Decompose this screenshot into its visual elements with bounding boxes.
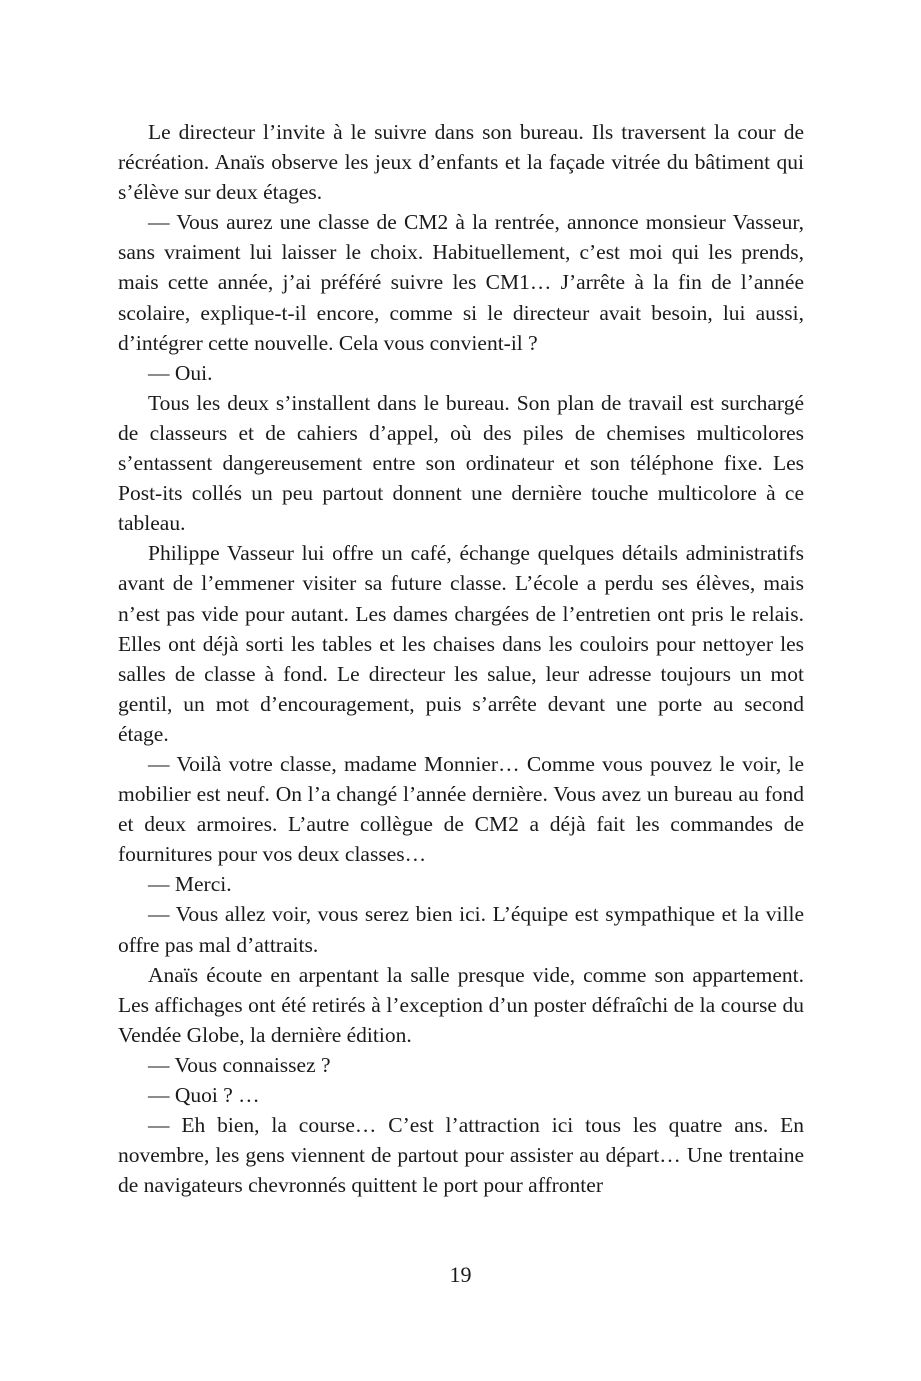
paragraph: Le directeur l’invite à le suivre dans son bureau. Ils traversent la cour de récréation. Anaïs observe les jeux d’enfants et la façade vitrée du bâtiment qui s’élève sur deux étages. [118, 120, 804, 205]
page-number: 19 [449, 1262, 472, 1287]
paragraph: — Quoi ? … [148, 1083, 260, 1107]
paragraph: — Oui. [148, 360, 213, 385]
paragraph: — Vous aurez une classe de CM2 à la rentrée, annonce monsieur Vasseur, sans vraiment lui laisser le choix. Habituellement, c’est moi qui les prends, mais cette année, j’ai préféré suivre les CM1… J’arrête à la fin de l’année scolaire, explique-t-il encore, comme si le directeur avait besoin, lui aussi, d’intégrer cette nouvelle. Cela vous convient-il ? [118, 210, 804, 355]
paragraph: Anaïs écoute en arpentant la salle presque vide, comme son appartement. Les affichages ont été retirés à l’exception d’un poster défraîchi de la course du Vendée Globe, la dernière édition. [118, 962, 804, 1047]
paragraph: — Merci. [148, 872, 232, 897]
paragraph: — Vous connaissez ? [148, 1052, 331, 1077]
paragraph: Philippe Vasseur lui offre un café, échange quelques détails administratifs avant de l’emmener visiter sa future classe. L’école a perdu ses élèves, mais n’est pas vide pour autant. Les dames chargées de l’entretien ont pris le relais. Elles ont déjà sorti les tables et les chaises dans les couloirs pour nettoyer les salles de classe à fond. Le directeur les salue, leur adresse toujours un mot gentil, un mot d’encouragement, puis s’arrête devant une porte au second étage. [118, 541, 804, 746]
paragraph: — Eh bien, la course… C’est l’attraction ici tous les quatre ans. En novembre, les gens viennent de partout pour assister au départ… Une trentaine de navigateurs chevronnés quittent le port pour affronter [118, 1113, 804, 1198]
paragraph: Tous les deux s’installent dans le bureau. Son plan de travail est surchargé de classeurs et de cahiers d’appel, où des piles de chemises multicolores s’entassent dangereusement entre son ordinateur et son téléphone fixe. Les Post-its collés un peu partout donnent une dernière touche multicolore à ce tableau. [118, 390, 804, 536]
paragraph: — Voilà votre classe, madame Monnier… Comme vous pouvez le voir, le mobilier est neuf. On l’a changé l’année dernière. Vous avez un bureau au fond et deux armoires. L’autre collègue de CM2 a déjà fait les commandes de fournitures pour vos deux classes… [118, 751, 804, 867]
body-text [118, 117, 804, 1200]
paragraph: — Vous allez voir, vous serez bien ici. L’équipe est sympathique et la ville offre pas mal d’attraits. [118, 902, 804, 957]
